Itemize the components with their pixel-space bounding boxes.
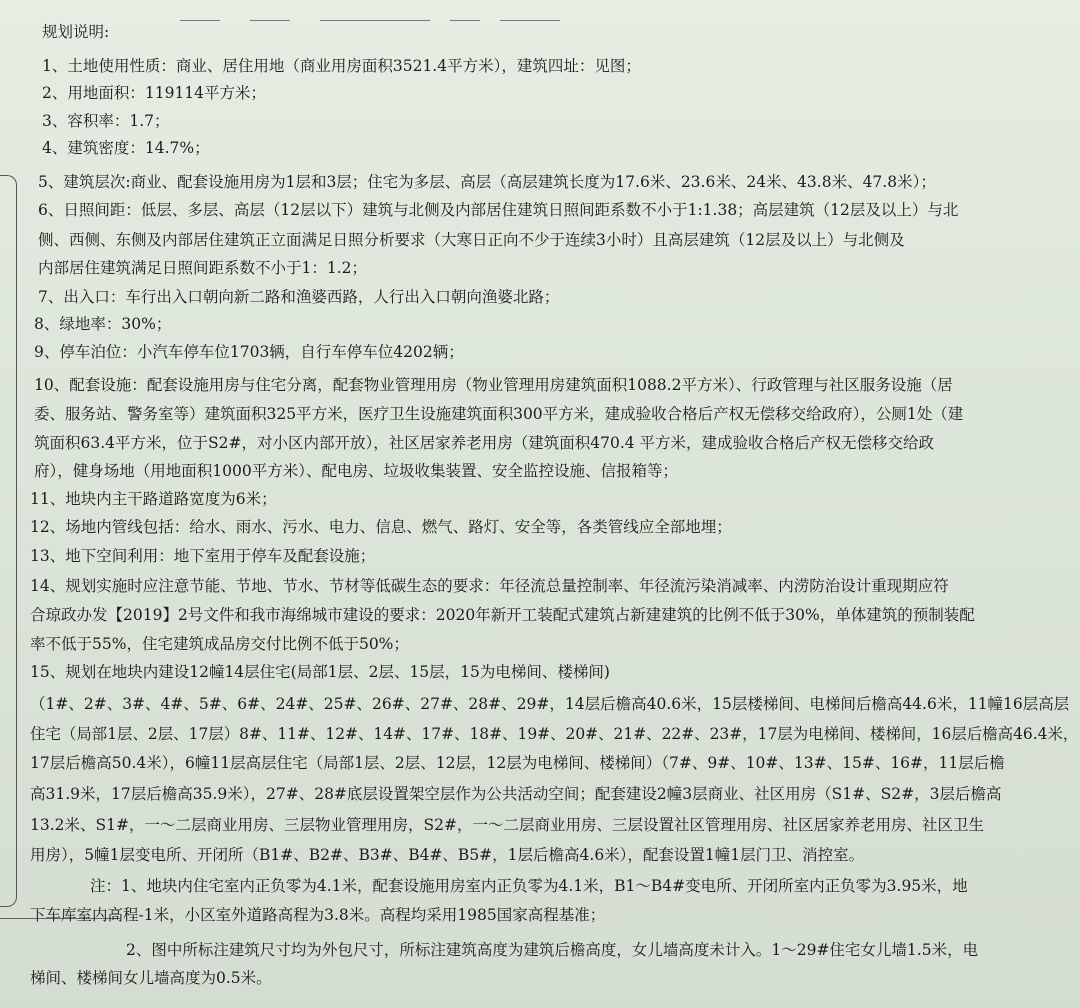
top-dash-mark [250, 20, 290, 21]
note-line: 11、地块内主干路道路宽度为6米； [30, 490, 277, 508]
footnote-line: 梯间、楼梯间女儿墙高度为0.5米。 [30, 969, 272, 987]
note-line: 率不低于55%，住宅建筑成品房交付比例不低于50%； [30, 635, 409, 653]
top-dash-mark [320, 20, 430, 21]
note-line: 用房），5幢1层变电所、开闭所（B1#、B2#、B3#、B4#、B5#，1层后檐高4.6米），配套设置1幢1层门卫、消控室。 [30, 846, 865, 864]
note-line: 内部居住建筑满足日照间距系数不小于1：1.2； [38, 259, 368, 277]
note-line: 17层后檐高50.4米），6幢11层高层住宅（局部1层、2层、12层，12层为电梯间、楼梯间）（7#、9#、10#、13#、15#、16#，11层后檐 [30, 754, 1005, 772]
note-line: 12、场地内管线包括：给水、雨水、污水、电力、信息、燃气、路灯、安全等，各类管线应全部地埋； [30, 518, 732, 536]
note-line: （1#、2#、3#、4#、5#、6#、24#、25#、26#、27#、28#、29#，14层后檐高40.6米，15层楼梯间、电梯间后檐高44.6米，11幢16层高层 [30, 695, 1070, 713]
note-line: 15、规划在地块内建设12幢14层住宅(局部1层、2层、15层，15为电梯间、楼梯间) [30, 663, 610, 681]
note-line: 13.2米、S1#，一～二层商业用房、三层物业管理用房，S2#，一～二层商业用房、三层设置社区管理用房、社区居家养老用房、社区卫生 [30, 816, 984, 834]
footnote-line: 下车库室内高程-1米，小区室外道路高程为3.8米。高程均采用1985国家高程基准； [30, 906, 606, 924]
note-line: 府），健身场地（用地面积1000平方米）、配电房、垃圾收集装置、安全监控设施、信报箱等； [34, 462, 678, 480]
note-line: 14、规划实施时应注意节能、节地、节水、节材等低碳生态的要求：年径流总量控制率、年径流污染消减率、内涝防治设计重现期应符 [30, 577, 949, 595]
note-line: 住宅（局部1层、2层、17层）8#、11#、12#、14#、17#、18#、19#、20#、21#、22#、23#，17层为电梯间、楼梯间，16层后檐高46.4米， [30, 725, 1079, 743]
note-line: 4、建筑密度：14.7%； [42, 139, 210, 157]
note-line: 7、出入口：车行出入口朝向新二路和渔婆西路，人行出入口朝向渔婆北路； [38, 288, 560, 306]
note-line: 合琼政办发【2019】2号文件和我市海绵城市建设的要求：2020年新开工装配式建筑占新建建筑的比例不低于30%，单体建筑的预制装配 [30, 606, 975, 624]
note-line: 10、配套设施：配套设施用房与住宅分离，配套物业管理用房（物业管理用房建筑面积1088.2平方米）、行政管理与社区服务设施（居 [34, 376, 953, 394]
footnote-line: 2、图中所标注建筑尺寸均为外包尺寸，所标注建筑高度为建筑后檐高度，女儿墙高度未计入。1～29#住宅女儿墙1.5米，电 [126, 941, 979, 959]
top-dash-mark [180, 20, 220, 21]
note-line: 2、用地面积：119114平方米； [42, 84, 267, 102]
note-line: 侧、西侧、东侧及内部居住建筑正立面满足日照分析要求（大寒日正向不少于连续3小时）且高层建筑（12层及以上）与北侧及 [38, 231, 905, 249]
note-line: 6、日照间距：低层、多层、高层（12层以下）建筑与北侧及内部居住建筑日照间距系数不小于1:1.38；高层建筑（12层及以上）与北 [38, 201, 959, 219]
note-line: 8、绿地率：30%； [34, 315, 172, 333]
note-line: 委、服务站、警务室等）建筑面积325平方米，医疗卫生设施建筑面积300平方米，建成验收合格后产权无偿移交给政府），公厕1处（建 [34, 405, 964, 423]
note-line: 3、容积率：1.7； [42, 112, 170, 130]
notes-title: 规划说明: [42, 23, 110, 41]
top-dash-mark [450, 20, 480, 21]
footnote-line: 注：1、地块内住宅室内正负零为4.1米，配套设施用房室内正负零为4.1米，B1～B4#变电所、开闭所室内正负零为3.95米，地 [90, 877, 968, 895]
note-line: 9、停车泊位：小汽车停车位1703辆，自行车停车位4202辆； [34, 343, 464, 361]
note-line: 筑面积63.4平方米，位于S2#，对小区内部开放），社区居家养老用房（建筑面积470.4 平方米，建成验收合格后产权无偿移交给政 [34, 434, 935, 452]
note-line: 13、地下空间利用：地下室用于停车及配套设施； [30, 547, 376, 565]
note-line: 高31.9米，17层后檐高35.9米），27#、28#底层设置架空层作为公共活动空间；配套建设2幢3层商业、社区用房（S1#、S2#，3层后檐高 [30, 785, 1002, 803]
binder-edge [0, 175, 17, 907]
top-dash-mark [500, 20, 560, 21]
note-line: 5、建筑层次:商业、配套设施用房为1层和3层；住宅为多层、高层（高层建筑长度为17.6米、23.6米、24米、43.8米、47.8米）； [38, 173, 936, 191]
note-line: 1、土地使用性质：商业、居住用地（商业用房面积3521.4平方米），建筑四址：见图； [42, 57, 641, 75]
